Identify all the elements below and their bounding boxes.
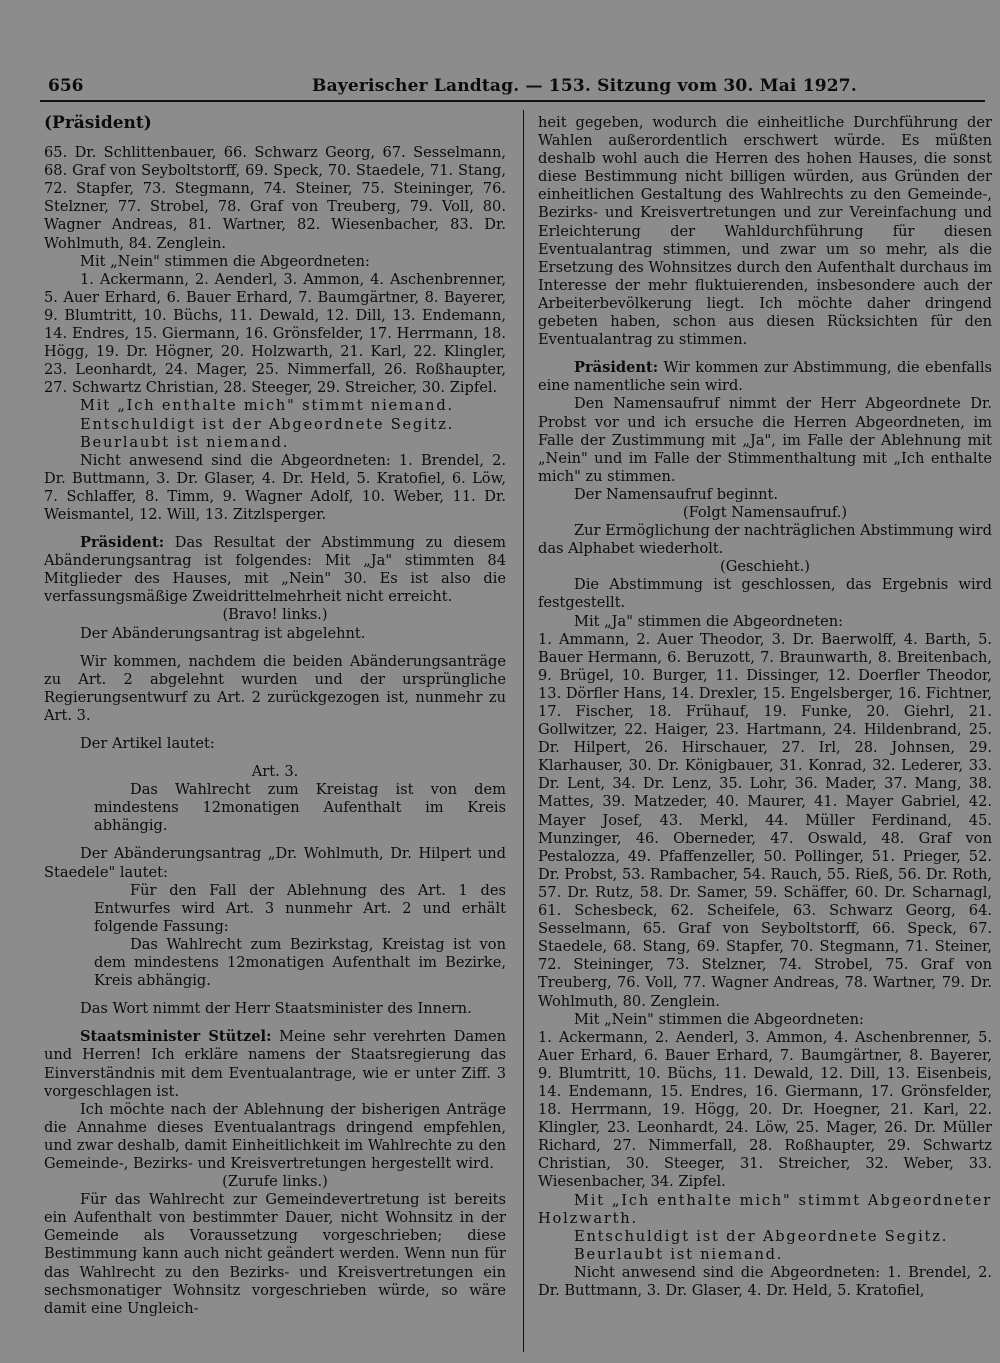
page-number: 656 xyxy=(48,76,84,96)
nein-list: 1. Ackermann, 2. Aenderl, 3. Ammon, 4. Aschenbrenner, 5. Auer Erhard, 6. Bauer Erhard, 7. Baumgärtner, 8. Bayerer, 9. Blumtritt, 10. Büchs, 11. Dewald, 12. Dill, 13. Eisenbeis, 14. Endemann, 15. Endres, 16. Giermann, 17. Grönsfelder, 18. Herrmann, 19. Högg, 20. Dr. Hoegner, 21. Karl, 22. Klingler, 23. Leonhardt, 24. Löw, 25. Mager, 26. Dr. Müller Richard, 27. Nimmerfall, 28. Roßhaupter, 29. Schwartz Christian, 30. Steeger, 31. Streicher, 32. Weber, 33. Wiesenbacher, 34. Zipfel. xyxy=(538,1028,992,1191)
left-column xyxy=(44,114,506,1318)
speaker-label: Staatsminister Stützel: xyxy=(80,1028,272,1046)
nicht-anwesend-list: Nicht anwesend sind die Abgeordneten: 1. Brendel, 2. Dr. Buttmann, 3. Dr. Glaser, 4. Dr. Held, 5. Kratofiel, xyxy=(538,1263,992,1299)
paragraph: Die Abstimmung ist geschlossen, das Ergebnis wird festgestellt. xyxy=(538,576,992,612)
page-header xyxy=(40,74,985,102)
ja-list-continued: 65. Dr. Schlittenbauer, 66. Schwarz Georg, 67. Sesselmann, 68. Graf von Seyboltstorff, 69. Speck, 70. Staedele, 71. Stang, 72. Stapfer, 73. Stegmann, 74. Steiner, 75. Steininger, 76. Stelzner, 77. Strobel, 78. Graf von Treuberg, 79. Voll, 80. Wagner Andreas, 81. Wartner, 82. Wiesenbacher, 83. Dr. Wohlmuth, 84. Zenglein. xyxy=(44,144,506,252)
article-heading: Art. 3. xyxy=(251,763,299,781)
paragraph: heit gegeben, wodurch die einheitliche Durchführung der Wahlen außerordentlich erschwert würde. Es müßten deshalb wohl auch die Herren des hohen Hauses, die sonst diese Bestimmung nicht billigen würden, aus Gründen der einheitlichen Gestaltung des Wahlrechts zu den Gemeinde-, Bezirks- und Kreisvertretungen und zur Vereinfachung und Erleichterung der Wahldurchführung für diesen Eventualantrag stimmen, und zwar um so mehr, als die Ersetzung des Wohnsitzes durch den Aufenthalt durchaus im Interesse der mehr fluktuierenden, insbesondere auch der Arbeiterbevölkerung liegt. Ich möchte daher dringend gebeten haben, schon aus diesen Rücksichten für den Eventualantrag zu stimmen. xyxy=(538,114,992,349)
enthalte-line: Mit „Ich enthalte mich" stimmt niemand. xyxy=(80,397,454,415)
ja-list: 1. Ammann, 2. Auer Theodor, 3. Dr. Baerwolff, 4. Barth, 5. Bauer Hermann, 6. Beruzott, 7. Braunwarth, 8. Breitenbach, 9. Brügel, 10. Burger, 11. Dissinger, 12. Doerfler Theodor, 13. Dörfler Hans, 14. Drexler, 15. Engelsberger, 16. Fichtner, 17. Fischer, 18. Frühauf, 19. Funke, 20. Giehrl, 21. Gollwitzer, 22. Haiger, 23. Hartmann, 24. Hildenbrand, 25. Dr. Hilpert, 26. Hirschauer, 27. Irl, 28. Johnsen, 29. Klarhauser, 30. Dr. Königbauer, 31. Konrad, 32. Lederer, 33. Dr. Lent, 34. Dr. Lenz, 35. Lohr, 36. Mader, 37. Mang, 38. Mattes, 39. Matzeder, 40. Maurer, 41. Mayer Gabriel, 42. Mayer Josef, 43. Merkl, 44. Müller Ferdinand, 45. Munzinger, 46. Oberneder, 47. Oswald, 48. Graf von Pestalozza, 49. Pfaffenzeller, 50. Pollinger, 51. Prieger, 52. Dr. Probst, 53. Rambacher, 54. Rauch, 55. Rieß, 56. Dr. Roth, 57. Dr. Rutz, 58. Dr. Samer, 59. Schäffer, 60. Dr. Scharnagl, 61. Schesbeck, 62. Scheifele, 63. Schwarz Georg, 64. Sesselmann, 65. Graf von Seyboltstorff, 66. Speck, 67. Staedele, 68. Stang, 69. Stapfer, 70. Stegmann, 71. Steiner, 72. Steininger, 73. Stelzner, 74. Strobel, 75. Graf von Treuberg, 76. Voll, 77. Wagner Andreas, 78. Wartner, 79. Dr. Wohlmuth, 80. Zenglein. xyxy=(538,630,992,1010)
entschuldigt-line: Entschuldigt ist der Abgeordnete Segitz. xyxy=(574,1227,949,1245)
amendment-quote: Das Wahlrecht zum Bezirkstag, Kreistag ist von dem mindestens 12monatigen Aufenthalt im Bezirke, Kreis abhängig. xyxy=(94,935,506,990)
praesident-statement xyxy=(538,359,992,395)
paragraph: Das Wort nimmt der Herr Staatsminister des Innern. xyxy=(80,1000,472,1018)
paragraph: Für das Wahlrecht zur Gemeindevertretung ist bereits ein Aufenthalt von bestimmter Dauer, nicht Wohnsitz in der Gemeinde als Voraussetzung vorgeschrieben; diese Bestimmung kann auch nicht geändert werden. Wenn nun für das Wahlrecht zu den Bezirks- und Kreisvertretungen ein sechsmonatiger Wohnsitz vorgeschrieben würde, so wäre damit eine Ungleich- xyxy=(44,1191,506,1317)
paragraph: Wir kommen, nachdem die beiden Abänderungsanträge zu Art. 2 abgelehnt wurden und der ursprüngliche Regierungsentwurf zu Art. 2 zurückgezogen ist, nunmehr zu Art. 3. xyxy=(44,652,506,724)
praesident-statement xyxy=(44,534,506,606)
interjection: (Folgt Namensaufruf.) xyxy=(682,503,848,521)
beurlaubt-line: Beurlaubt ist niemand. xyxy=(80,433,290,451)
interjection: (Zurufe links.) xyxy=(222,1173,328,1191)
running-title: Bayerischer Landtag. — 153. Sitzung vom 30. Mai 1927. xyxy=(312,76,857,96)
paragraph: Der Artikel lautet: xyxy=(80,735,215,752)
speech-text: Meine sehr verehrten Damen und Herren! Ich erkläre namens der Staatsregierung das Einverständnis mit dem Eventualantrage, wie er unter Ziff. 3 vorgeschlagen ist. xyxy=(44,1028,507,1100)
paragraph: Zur Ermöglichung der nachträglichen Abstimmung wird das Alphabet wiederholt. xyxy=(538,522,993,558)
interjection: (Geschieht.) xyxy=(720,558,810,576)
minister-statement xyxy=(44,1028,506,1100)
paragraph: Den Namensaufruf nimmt der Herr Abgeordnete Dr. Probst vor und ich ersuche die Herren Abgeordneten, im Falle der Zustimmung mit „Ja", im Falle der Ablehnung mit „Nein" und im Falle der Stimmenthaltung mit „Ich enthalte mich" zu stimmen. xyxy=(538,395,992,485)
section-heading: (Präsident) xyxy=(44,113,152,133)
amendment-text: Für den Fall der Ablehnung des Art. 1 des Entwurfes wird Art. 3 nunmehr Art. 2 und erhält folgende Fassung: xyxy=(94,881,506,935)
speaker-label: Präsident: xyxy=(80,534,165,552)
nein-list: 1. Ackermann, 2. Aenderl, 3. Ammon, 4. Aschenbrenner, 5. Auer Erhard, 6. Bauer Erhard, 7. Baumgärtner, 8. Bayerer, 9. Blumtritt, 10. Büchs, 11. Dewald, 12. Dill, 13. Endemann, 14. Endres, 15. Giermann, 16. Grönsfelder, 17. Herrmann, 18. Högg, 19. Dr. Högner, 20. Holzwarth, 21. Karl, 22. Klingler, 23. Leonhardt, 24. Mager, 25. Nimmerfall, 26. Roßhaupter, 27. Schwartz Christian, 28. Steeger, 29. Streicher, 30. Zipfel. xyxy=(44,270,506,397)
right-column xyxy=(538,114,992,1300)
speech-text: Das Resultat der Abstimmung zu diesem Abänderungsantrag ist folgendes: Mit „Ja" stimmten 84 Mitglieder des Hauses, mit „Nein" 30. Es ist also die verfassungsmäßige Zweidrittelmehrheit nicht erreicht. xyxy=(44,534,506,606)
nein-intro: Mit „Nein" stimmen die Abgeordneten: xyxy=(574,1010,864,1028)
beurlaubt-line: Beurlaubt ist niemand. xyxy=(574,1245,784,1263)
paragraph: Der Abänderungsantrag „Dr. Wohlmuth, Dr. Hilpert und Staedele" lautet: xyxy=(44,845,506,881)
statement-line: Der Abänderungsantrag ist abgelehnt. xyxy=(80,624,366,642)
speaker-label: Präsident: xyxy=(574,359,659,377)
entschuldigt-line: Entschuldigt ist der Abgeordnete Segitz. xyxy=(80,415,455,433)
enthalte-line: Mit „Ich enthalte mich" stimmt Abgeordneter Holzwarth. xyxy=(538,1191,992,1227)
paragraph: Der Namensaufruf beginnt. xyxy=(574,485,778,503)
interjection: (Bravo! links.) xyxy=(222,606,328,624)
ja-intro: Mit „Ja" stimmen die Abgeordneten: xyxy=(574,612,844,630)
speech-text: Wir kommen zur Abstimmung, die ebenfalls eine namentliche sein wird. xyxy=(538,359,992,395)
nicht-anwesend-list: Nicht anwesend sind die Abgeordneten: 1. Brendel, 2. Dr. Buttmann, 3. Dr. Glaser, 4. Dr. Held, 5. Kratofiel, 6. Löw, 7. Schlaffer, 8. Timm, 9. Wagner Adolf, 10. Weber, 11. Dr. Weismantel, 12. Will, 13. Zitzlsperger. xyxy=(44,451,506,523)
nein-intro: Mit „Nein" stimmen die Abgeordneten: xyxy=(80,252,370,270)
column-divider xyxy=(523,110,524,1352)
paragraph: Ich möchte nach der Ablehnung der bisherigen Anträge die Annahme dieses Eventualantrags dringend empfehlen, und zwar deshalb, damit Einheitlichkeit im Wahlrechte zu den Gemeinde-, Bezirks- und Kreisvertretungen hergestellt wird. xyxy=(44,1100,506,1172)
article-text: Das Wahlrecht zum Kreistag ist von dem mindestens 12monatigen Aufenthalt im Kreis abhängig. xyxy=(94,781,506,835)
